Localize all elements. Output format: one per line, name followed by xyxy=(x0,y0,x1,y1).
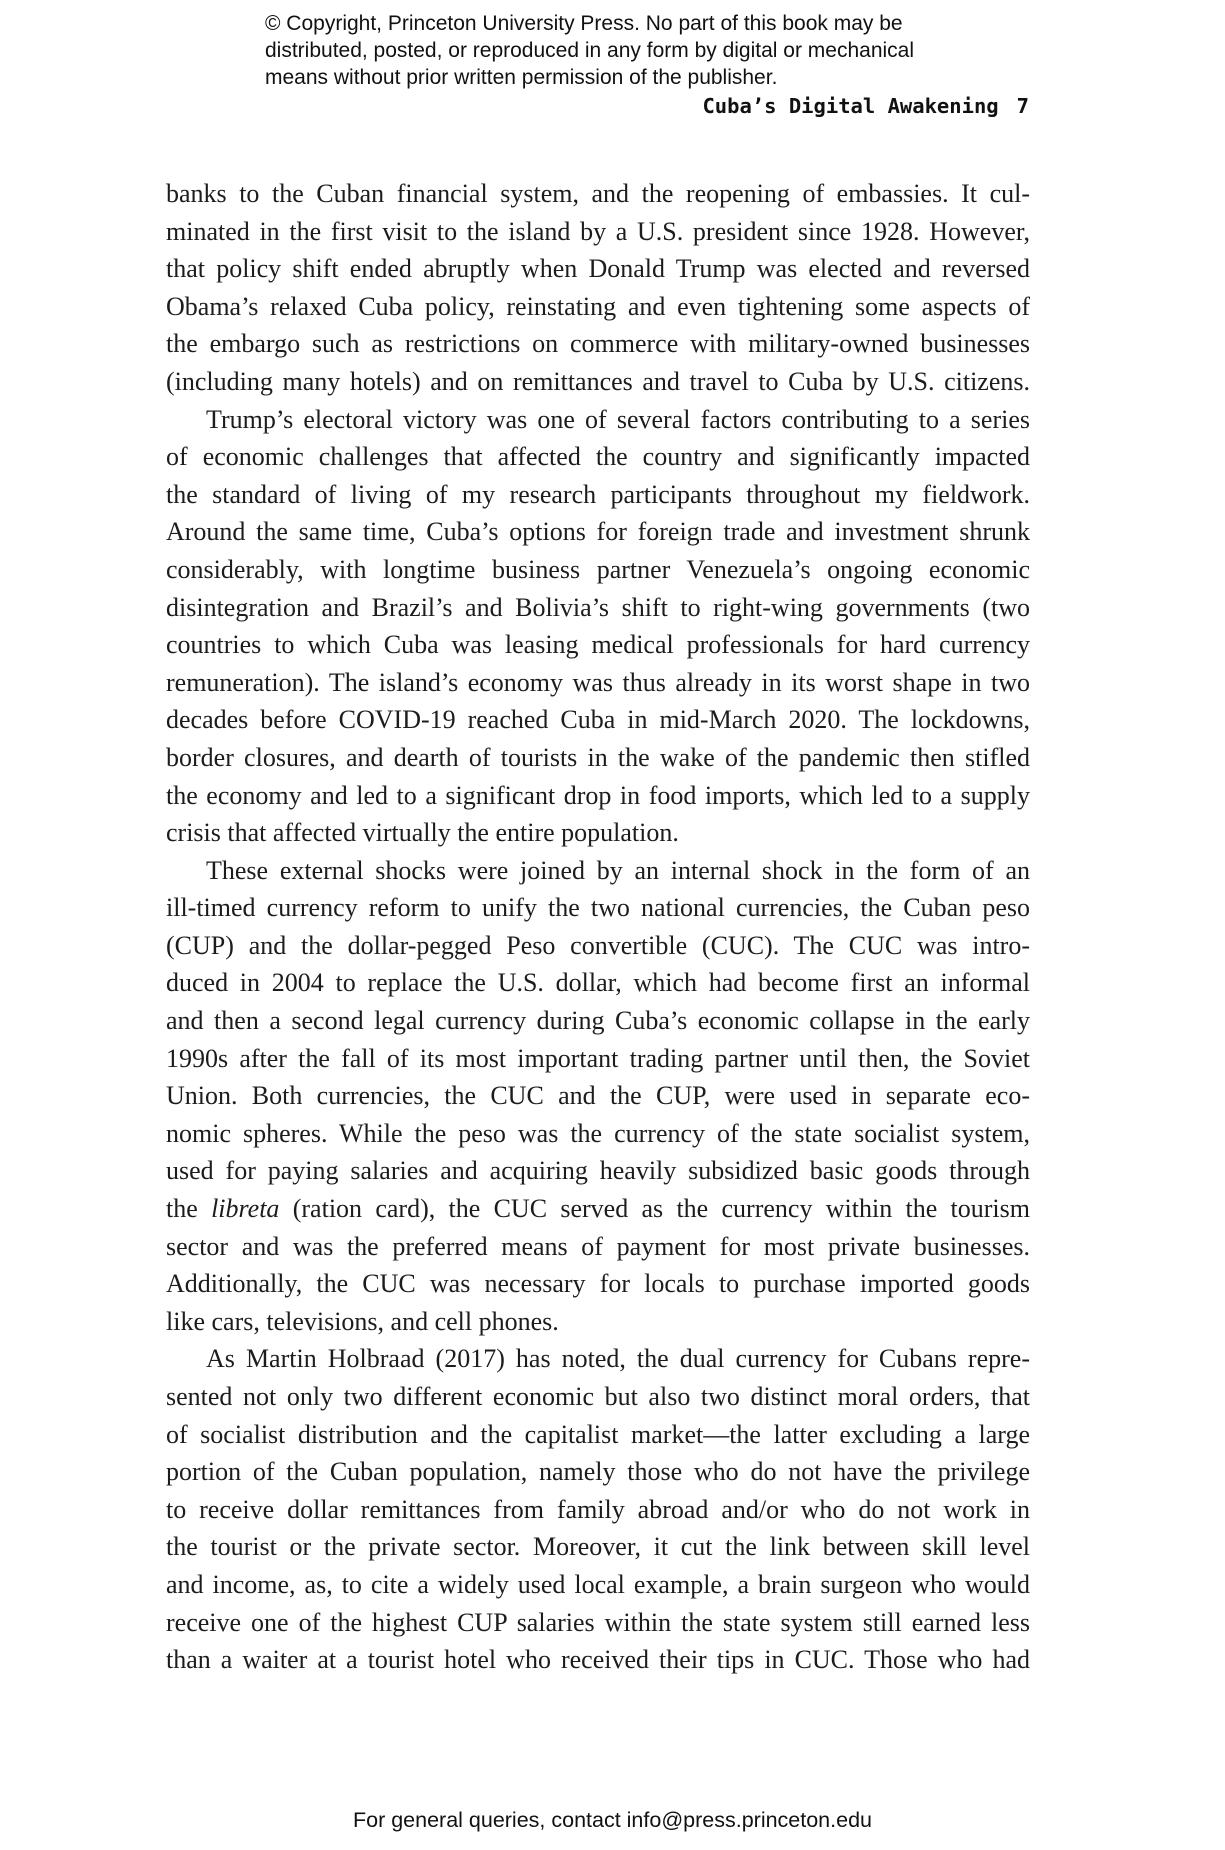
text-line: the economy and led to a significant drop in food imports, which led to a supply xyxy=(166,780,1030,810)
text-line: remuneration). The island’s economy was thus already in its worst shape in two xyxy=(166,667,1030,697)
text-line: considerably, with longtime business partner Venezuela’s ongoing economic xyxy=(166,554,1030,584)
text-fragment: (ration card), the CUC served as the currency within the tourism xyxy=(279,1194,1030,1224)
text-line: border closures, and dearth of tourists in the wake of the pandemic then stifled xyxy=(166,742,1030,772)
text-fragment: the xyxy=(166,1194,212,1224)
text-line: disintegration and Brazil’s and Bolivia’s shift to right-wing governments (two xyxy=(166,592,1030,622)
text-line: of socialist distribution and the capitalist market—the latter excluding a large xyxy=(166,1419,1030,1449)
text-line: As Martin Holbraad (2017) has noted, the dual currency for Cubans repre- xyxy=(206,1344,1030,1374)
copyright-notice xyxy=(265,10,1025,91)
text-line: (CUP) and the dollar-pegged Peso convertible (CUC). The CUC was intro- xyxy=(166,930,1030,960)
text-line: 1990s after the fall of its most important trading partner until then, the Soviet xyxy=(166,1043,1030,1073)
text-line: Around the same time, Cuba’s options for foreign trade and investment shrunk xyxy=(166,517,1030,547)
text-line: that policy shift ended abruptly when Donald Trump was elected and reversed xyxy=(166,254,1030,284)
text-line: and income, as, to cite a widely used local example, a brain surgeon who would xyxy=(166,1569,1030,1599)
text-line: (including many hotels) and on remittances and travel to Cuba by U.S. citizens. xyxy=(166,366,1030,396)
paragraph-4 xyxy=(166,1340,1030,1678)
page-number: 7 xyxy=(1016,94,1029,118)
paragraph-3 xyxy=(166,852,1030,1341)
running-head-title: Cuba’s Digital Awakening xyxy=(702,94,999,118)
paragraph-2 xyxy=(166,401,1030,852)
text-line: Obama’s relaxed Cuba policy, reinstating and even tightening some aspects of xyxy=(166,291,1030,321)
text-line: sector and was the preferred means of payment for most private businesses. xyxy=(166,1231,1030,1261)
text-line: and then a second legal currency during Cuba’s economic collapse in the early xyxy=(166,1006,1030,1036)
text-line: than a waiter at a tourist hotel who received their tips in CUC. Those who had xyxy=(166,1645,1030,1675)
italic-term: libreta xyxy=(211,1194,280,1224)
running-head xyxy=(702,94,1029,118)
text-line: to receive dollar remittances from family abroad and/or who do not work in xyxy=(166,1494,1030,1524)
text-line: portion of the Cuban population, namely those who do not have the privilege xyxy=(166,1457,1030,1487)
copyright-line: © Copyright, Princeton University Press. No part of this book may be xyxy=(265,12,903,35)
text-line: the tourist or the private sector. Moreover, it cut the link between skill level xyxy=(166,1532,1030,1562)
text-line: receive one of the highest CUP salaries within the state system still earned less xyxy=(166,1607,1030,1637)
copyright-line: means without prior written permission of the publisher. xyxy=(265,66,778,89)
text-line: countries to which Cuba was leasing medical professionals for hard currency xyxy=(166,630,1030,660)
text-line: Additionally, the CUC was necessary for locals to purchase imported goods xyxy=(166,1269,1030,1299)
text-line: nomic spheres. While the peso was the currency of the state socialist system, xyxy=(166,1118,1030,1148)
text-line: decades before COVID-19 reached Cuba in mid-March 2020. The lockdowns, xyxy=(166,705,1030,735)
text-line: the embargo such as restrictions on commerce with military-owned businesses xyxy=(166,329,1030,359)
text-line: duced in 2004 to replace the U.S. dollar, which had become first an informal xyxy=(166,968,1030,998)
text-line: Trump’s electoral victory was one of several factors contributing to a series xyxy=(206,404,1030,434)
text-line: sented not only two different economic but also two distinct moral orders, that xyxy=(166,1382,1030,1411)
text-line: ill-timed currency reform to unify the two national currencies, the Cuban peso xyxy=(166,893,1030,923)
text-line: crisis that affected virtually the entire population. xyxy=(166,818,679,848)
copyright-line: distributed, posted, or reproduced in any form by digital or mechanical xyxy=(265,39,915,62)
text-line: minated in the first visit to the island by a U.S. president since 1928. However, xyxy=(166,216,1030,246)
footer-contact: For general queries, contact info@press.princeton.edu xyxy=(352,1808,872,1832)
body-text xyxy=(166,175,1030,1679)
text-line: the standard of living of my research participants throughout my fieldwork. xyxy=(166,479,1030,509)
paragraph-1 xyxy=(166,175,1030,401)
text-line: banks to the Cuban financial system, and the reopening of embassies. It cul- xyxy=(166,179,1030,208)
text-line: Union. Both currencies, the CUC and the CUP, were used in separate eco- xyxy=(166,1081,1030,1111)
text-line xyxy=(166,1190,1030,1228)
text-line: used for paying salaries and acquiring heavily subsidized basic goods through xyxy=(166,1156,1030,1186)
text-line: These external shocks were joined by an internal shock in the form of an xyxy=(206,855,1030,885)
text-line: of economic challenges that affected the country and significantly impacted xyxy=(166,442,1030,472)
text-line: like cars, televisions, and cell phones. xyxy=(166,1306,559,1336)
